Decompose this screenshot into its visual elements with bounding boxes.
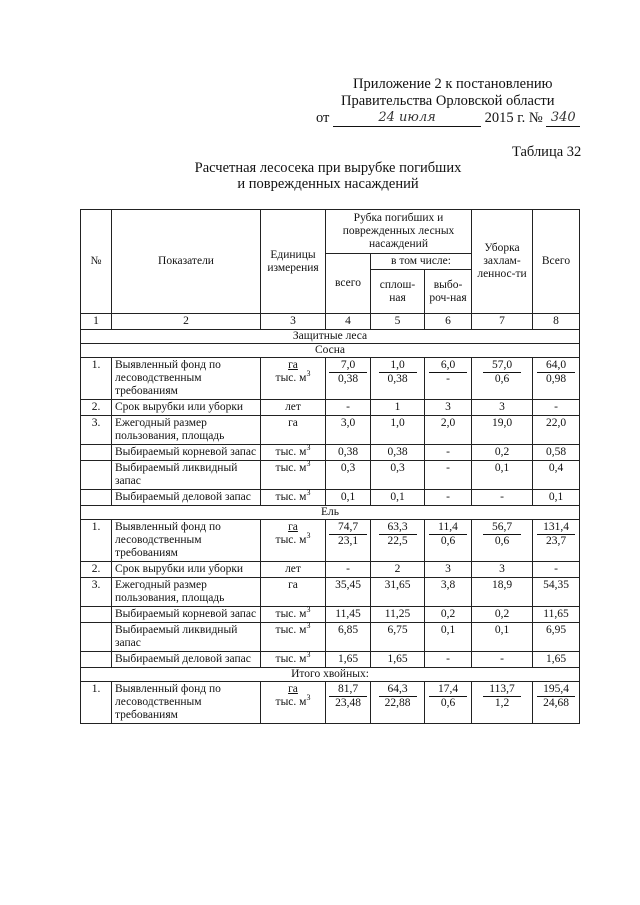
value-cell [326, 358, 371, 400]
col-header-total: Всего [533, 210, 580, 314]
fraction-value [537, 521, 575, 548]
value-cell [533, 682, 580, 724]
denominator: 23,1 [337, 535, 359, 547]
row-indicator: Выбираемый корневой запас [112, 607, 261, 623]
table-row [81, 607, 580, 623]
fraction-value [379, 521, 417, 548]
unit-top: га [288, 521, 298, 533]
value-cell: 1,65 [326, 652, 371, 668]
value-cell: 3 [425, 562, 472, 578]
denominator: 0,6 [494, 373, 510, 385]
column-number: 6 [425, 314, 472, 330]
value-cell [472, 358, 533, 400]
row-num [81, 490, 112, 506]
fraction-value [429, 521, 467, 548]
value-cell: 3 [472, 400, 533, 416]
numerator: 17,4 [429, 683, 467, 697]
value-cell: 6,85 [326, 623, 371, 652]
felling-table [80, 209, 580, 724]
value-cell: 6,75 [371, 623, 425, 652]
row-unit [261, 358, 326, 400]
row-unit [261, 520, 326, 562]
value-cell: 18,9 [472, 578, 533, 607]
table-title-line-1: Расчетная лесосека при вырубке погибших [194, 160, 462, 176]
handwritten-date: 24 июля [333, 109, 481, 127]
column-number: 5 [371, 314, 425, 330]
denominator: 0,6 [440, 535, 456, 547]
value-cell: - [472, 652, 533, 668]
value-cell: - [425, 461, 472, 490]
appendix-date-line [316, 109, 580, 127]
column-number: 1 [81, 314, 112, 330]
value-cell: 11,45 [326, 607, 371, 623]
fraction-value [329, 683, 367, 710]
value-cell: 1,65 [371, 652, 425, 668]
table-row [81, 400, 580, 416]
value-cell: 3,8 [425, 578, 472, 607]
row-indicator: Выбираемый ликвидный запас [112, 461, 261, 490]
value-cell: - [533, 562, 580, 578]
row-indicator: Выбираемый корневой запас [112, 445, 261, 461]
row-indicator: Выявленный фонд по лесоводственным требованиям [112, 358, 261, 400]
value-cell: 0,1 [472, 461, 533, 490]
appendix-line-2: Правительства Орловской области [341, 93, 555, 109]
value-cell: 0,3 [371, 461, 425, 490]
value-cell: 0,2 [472, 445, 533, 461]
section-label: Ель [81, 506, 580, 520]
value-cell [371, 358, 425, 400]
row-num [81, 652, 112, 668]
numerator: 56,7 [483, 521, 521, 535]
value-cell: - [425, 652, 472, 668]
row-unit [261, 682, 326, 724]
row-indicator: Ежегодный размер пользования, площадь [112, 416, 261, 445]
value-cell [326, 520, 371, 562]
numerator: 64,3 [379, 683, 417, 697]
section-label: Итого хвойных: [81, 668, 580, 682]
value-cell [371, 520, 425, 562]
value-cell: 19,0 [472, 416, 533, 445]
denominator: - [446, 373, 450, 385]
value-cell: 0,38 [371, 445, 425, 461]
denominator: 22,5 [387, 535, 408, 547]
fraction-value [329, 359, 367, 386]
numerator: 81,7 [329, 683, 367, 697]
category-row [81, 330, 580, 344]
row-unit: тыс. $м^3$ [261, 623, 326, 652]
value-cell: - [533, 400, 580, 416]
col-header-num: № [81, 210, 112, 314]
fraction-value [379, 683, 417, 710]
from-prefix: от [316, 110, 330, 126]
value-cell: 22,0 [533, 416, 580, 445]
value-cell: 31,65 [371, 578, 425, 607]
col-header-cleanup: Уборка захлам-леннос-ти [472, 210, 533, 314]
col-header-clear: сплош-ная [371, 270, 425, 314]
value-cell [425, 358, 472, 400]
row-num [81, 461, 112, 490]
table-row [81, 578, 580, 607]
row-indicator: Выявленный фонд по лесоводственным требованиям [112, 520, 261, 562]
denominator: 24,68 [543, 697, 569, 709]
table-row [81, 682, 580, 724]
denominator: 23,7 [545, 535, 567, 547]
value-cell: 3 [425, 400, 472, 416]
numerator: 1,0 [379, 359, 417, 373]
denominator: 23,48 [335, 697, 361, 709]
fraction-value [429, 683, 467, 710]
value-cell: 1,65 [533, 652, 580, 668]
column-number: 3 [261, 314, 326, 330]
value-cell: 0,58 [533, 445, 580, 461]
table-row [81, 623, 580, 652]
row-unit: тыс. $м^3$ [261, 445, 326, 461]
value-cell: 11,65 [533, 607, 580, 623]
row-indicator: Выбираемый деловой запас [112, 652, 261, 668]
fraction-value [537, 683, 575, 710]
row-num: 1. [81, 358, 112, 400]
row-indicator: Выбираемый ликвидный запас [112, 623, 261, 652]
denominator: 0,6 [440, 697, 456, 709]
row-num: 2. [81, 562, 112, 578]
value-cell: 0,1 [472, 623, 533, 652]
unit-top: га [288, 359, 298, 371]
col-header-units: Единицы измерения [261, 210, 326, 314]
value-cell [371, 682, 425, 724]
row-num [81, 607, 112, 623]
value-cell: 1,0 [371, 416, 425, 445]
col-header-total-felling: всего [326, 254, 371, 314]
value-cell: - [472, 490, 533, 506]
section-row [81, 344, 580, 358]
row-unit: тыс. $м^3$ [261, 652, 326, 668]
value-cell: 0,4 [533, 461, 580, 490]
column-number: 8 [533, 314, 580, 330]
column-number: 7 [472, 314, 533, 330]
value-cell: 2 [371, 562, 425, 578]
row-num: 3. [81, 416, 112, 445]
numerator: 11,4 [429, 521, 467, 535]
section-row [81, 506, 580, 520]
row-num: 1. [81, 682, 112, 724]
handwritten-number: 340 [546, 109, 580, 127]
row-indicator: Срок вырубки или уборки [112, 400, 261, 416]
numerator: 131,4 [537, 521, 575, 535]
column-number: 2 [112, 314, 261, 330]
section-row [81, 668, 580, 682]
table-row [81, 445, 580, 461]
numerator: 7,0 [329, 359, 367, 373]
fraction-value [483, 521, 521, 548]
denominator: 0,98 [545, 373, 567, 385]
value-cell: 0,1 [326, 490, 371, 506]
table-title-line-2: и поврежденных насаждений [237, 176, 419, 192]
value-cell: 35,45 [326, 578, 371, 607]
unit-bottom: тыс. $м^3$ [275, 369, 311, 384]
table-row [81, 652, 580, 668]
col-header-indicators: Показатели [112, 210, 261, 314]
denominator: 0,38 [337, 373, 359, 385]
value-cell: - [425, 490, 472, 506]
numerator: 57,0 [483, 359, 521, 373]
appendix-line-1: Приложение 2 к постановлению [353, 76, 553, 92]
value-cell: 3 [472, 562, 533, 578]
row-num: 1. [81, 520, 112, 562]
col-header-selective: выбо-роч-ная [425, 270, 472, 314]
numerator: 64,0 [537, 359, 575, 373]
value-cell: 0,3 [326, 461, 371, 490]
value-cell: 1 [371, 400, 425, 416]
fraction-value [483, 683, 521, 710]
row-unit: лет [261, 562, 326, 578]
column-number: 4 [326, 314, 371, 330]
row-num [81, 445, 112, 461]
value-cell: 3,0 [326, 416, 371, 445]
col-header-felling: Рубка погибших и поврежденных лесных насаждений [326, 210, 472, 254]
table-row [81, 520, 580, 562]
value-cell: 0,38 [326, 445, 371, 461]
table-number: Таблица 32 [512, 144, 582, 160]
numerator: 195,4 [537, 683, 575, 697]
row-num [81, 623, 112, 652]
row-indicator: Выявленный фонд по лесоводственным требованиям [112, 682, 261, 724]
value-cell: 11,25 [371, 607, 425, 623]
table-row [81, 461, 580, 490]
table-row [81, 358, 580, 400]
row-num: 2. [81, 400, 112, 416]
year-number-text: 2015 г. № [484, 110, 543, 126]
value-cell [472, 520, 533, 562]
value-cell: - [425, 445, 472, 461]
value-cell [533, 358, 580, 400]
fraction-value [429, 359, 467, 386]
value-cell: 6,95 [533, 623, 580, 652]
unit-top: га [288, 683, 298, 695]
row-indicator: Выбираемый деловой запас [112, 490, 261, 506]
row-num: 3. [81, 578, 112, 607]
table-row [81, 416, 580, 445]
fraction-value [483, 359, 521, 386]
numerator: 6,0 [429, 359, 467, 373]
numerator: 74,7 [329, 521, 367, 535]
denominator: 0,6 [494, 535, 510, 547]
value-cell: - [326, 562, 371, 578]
table-row [81, 562, 580, 578]
row-unit: тыс. $м^3$ [261, 461, 326, 490]
row-indicator: Ежегодный размер пользования, площадь [112, 578, 261, 607]
denominator: 22,88 [384, 697, 411, 709]
row-unit: тыс. $м^3$ [261, 607, 326, 623]
value-cell [425, 520, 472, 562]
value-cell: 0,1 [533, 490, 580, 506]
value-cell: 0,2 [425, 607, 472, 623]
value-cell [425, 682, 472, 724]
category-label: Защитные леса [81, 330, 580, 344]
row-indicator: Срок вырубки или уборки [112, 562, 261, 578]
col-header-incl: в том числе: [371, 254, 472, 270]
denominator: 1,2 [494, 697, 510, 709]
fraction-value [537, 359, 575, 386]
value-cell [533, 520, 580, 562]
unit-bottom: тыс. $м^3$ [275, 531, 311, 546]
value-cell: 0,2 [472, 607, 533, 623]
numerator: 63,3 [379, 521, 417, 535]
unit-bottom: тыс. $м^3$ [275, 693, 311, 708]
table-row [81, 490, 580, 506]
denominator: 0,38 [387, 373, 408, 385]
numerator: 113,7 [483, 683, 521, 697]
value-cell: 2,0 [425, 416, 472, 445]
value-cell: 0,1 [371, 490, 425, 506]
section-label: Сосна [81, 344, 580, 358]
row-unit: лет [261, 400, 326, 416]
value-cell [326, 682, 371, 724]
value-cell [472, 682, 533, 724]
row-unit: га [261, 578, 326, 607]
row-unit: га [261, 416, 326, 445]
value-cell: - [326, 400, 371, 416]
row-unit: тыс. $м^3$ [261, 490, 326, 506]
fraction-value [379, 359, 417, 386]
value-cell: 54,35 [533, 578, 580, 607]
fraction-value [329, 521, 367, 548]
value-cell: 0,1 [425, 623, 472, 652]
